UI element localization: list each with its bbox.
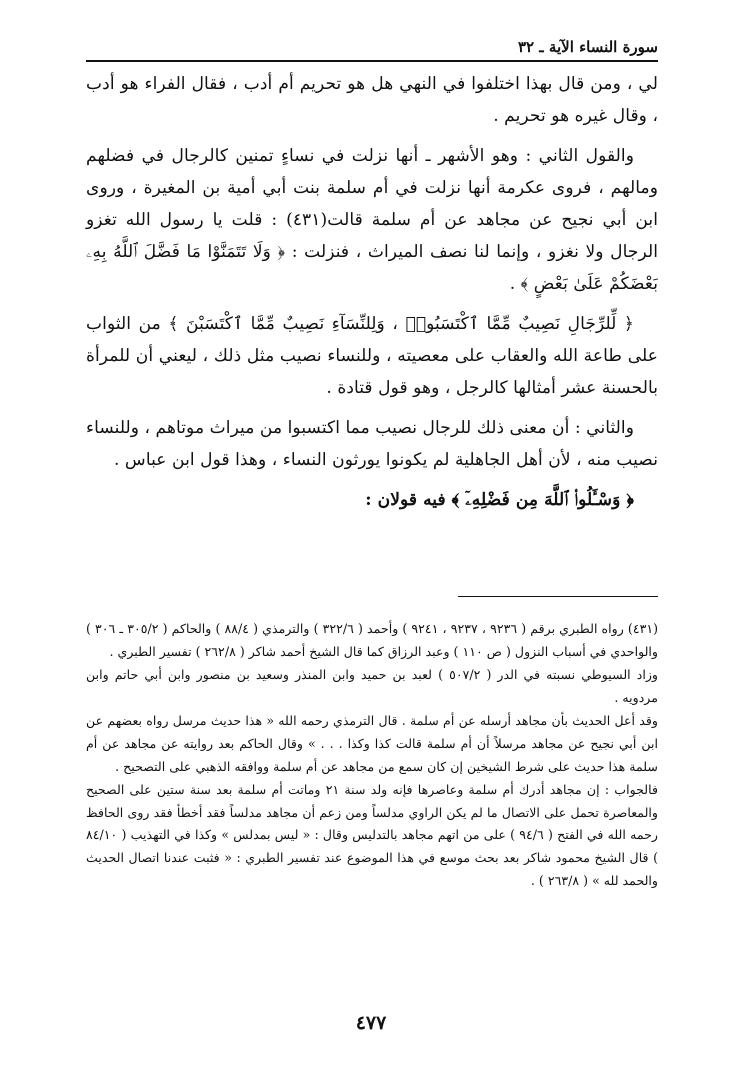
footnote-divider: [458, 596, 658, 597]
paragraph-continuation: لي ، ومن قال بهذا اختلفوا في النهي هل هو تحريم أم أدب ، فقال الفراء هو أدب ، وقال غيره هو تحريم .: [86, 74, 658, 126]
footnote-illa: وقد أعل الحديث بأن مجاهد أرسله عن أم سلمة . قال الترمذي رحمه الله « هذا حديث مرسل رواه بعضهم عن ابن أبي نجيح عن مجاهد مرسلاً أن أم سلمة قالت كذا وكذا . . . » وقال الحاكم بعد روايته عن مجاهد عن أم سلمة هذا حديث على شرط الشيخين إن كان سمع من مجاهد عن أم سلمة ووافقه الذهبي على التصحيح .: [86, 713, 658, 774]
paragraph-verse-ask-allah: ﴿ وَسْـَٔلُوا۟ ٱللَّهَ مِن فَضْلِهِۦٓ ﴾ فيه قولان :: [365, 490, 634, 510]
footnote-suyuti: وزاد السيوطي نسبته في الدر ( ٥٠٧/٢ ) لعبد بن حميد وابن المنذر وسعيد بن منصور وابن أبي حاتم وابن مردويه .: [86, 667, 658, 705]
main-text: [86, 68, 658, 524]
header-title: سورة النساء الآية ـ ٣٢: [517, 38, 658, 56]
footnote-431: (٤٣١) رواه الطبري برقم ( ٩٢٣٦ ، ٩٢٣٧ ، ٩٢٤١ ) وأحمد ( ٣٢٢/٦ ) والترمذي ( ٨٨/٤ ) والحاكم ( ٣٠٥/٢ ـ ٣٠٦ ) والواحدي في أسباب النزول ( ص ١١٠ ) وعبد الرزاق كما قال الشيخ أحمد شاكر ( ٢٦٢/٨ ) تفسير الطبري .: [86, 621, 659, 659]
page-number: ٤٧٧: [355, 1012, 387, 1034]
paragraph-verse-explanation: ﴿ لِّلرِّجَالِ نَصِيبٌ مِّمَّا ٱكْتَسَبُوا۟ ، وَلِلنِّسَآءِ نَصِيبٌ مِّمَّا ٱكْتَسَبْنَ ﴾ من الثواب على طاعة الله والعقاب على معصيته ، وللنساء نصيب مثل ذلك ، ليعني أن للمرأة بالحسنة عشر أمثالها كالرجل ، وهو قول قتادة .: [86, 314, 658, 398]
paragraph-second-opinion: والقول الثاني : وهو الأشهر ـ أنها نزلت في نساءٍ تمنين كالرجال في فضلهم ومالهم ، فروى عكرمة أنها نزلت في أم سلمة بنت أبي أمية بن المغيرة ، وروى ابن أبي نجيح عن مجاهد عن أم سلمة قالت(٤٣١) : قلت يا رسول الله تغزو الرجال ولا نغزو ، وإنما لنا نصف الميراث ، فنزلت : ﴿ وَلَا تَتَمَنَّوْا مَا فَضَّلَ ٱللَّهُ بِهِۦ بَعْضَكُمْ عَلَىٰ بَعْضٍ ﴾ .: [86, 146, 658, 294]
running-header: [86, 26, 658, 62]
footnotes: [86, 618, 658, 893]
paragraph-second-meaning: والثاني : أن معنى ذلك للرجال نصيب مما اكتسبوا من ميراث موتاهم ، وللنساء نصيب منه ، لأن أهل الجاهلية لم يكونوا يورثون النساء ، وهذا قول ابن عباس .: [86, 418, 658, 470]
footnote-answer: فالجواب : إن مجاهد أدرك أم سلمة وعاصرها فإنه ولد سنة ٢١ وماتت أم سلمة بعد سنة ستين على الصحيح والمعاصرة تحمل على الاتصال ما لم يكن الراوي مدلساً ومن زعم أن مجاهد مدلساً فقد أخطأ فقد روى الحافظ رحمه الله في الفتح ( ٩٤/٦ ) على من اتهم مجاهد بالتدليس وقال : « ليس بمدلس » وكذا في التهذيب ( ٨٤/١٠ ) قال الشيخ محمود شاكر بعد بحث موسع في هذا الموضوع عند تفسير الطبري : « فثبت عندنا اتصال الحديث والحمد لله » ( ٢٦٣/٨ ) .: [86, 782, 658, 888]
